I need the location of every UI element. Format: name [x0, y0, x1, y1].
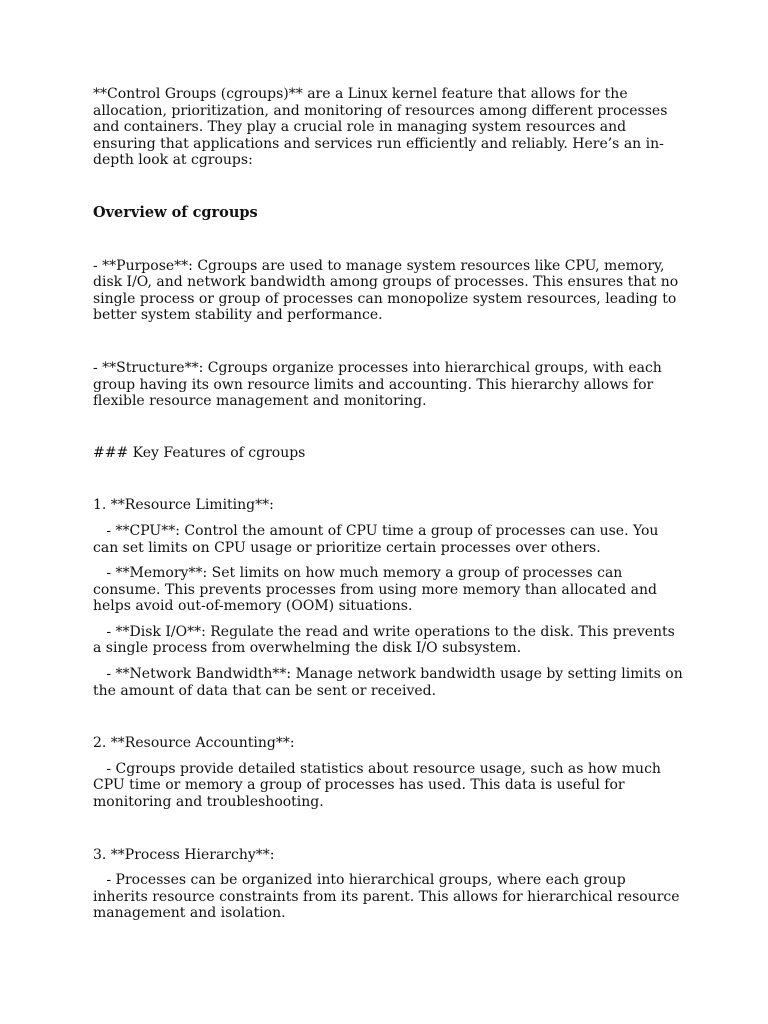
overview-heading: Overview of cgroups: [93, 203, 258, 221]
process-hierarchy-paragraph: - Processes can be organized into hierarchical groups, where each group inherits resource constraints from its parent. This allows for hierarchical resource management and isolation.: [93, 872, 684, 922]
intro-paragraph: **Control Groups (cgroups)** are a Linux kernel feature that allows for the allocation, prioritization, and monitoring of resources among different processes and containers. They play a crucial role in managing system resources and ensuring that applications and services run efficiently and reliably. Here’s an in-depth look at cgroups:: [93, 86, 668, 169]
key-features-heading: ### Key Features of cgroups: [93, 444, 306, 461]
network-bandwidth-paragraph: - **Network Bandwidth**: Manage network bandwidth usage by setting limits on the amount of data that can be sent or received.: [93, 666, 688, 699]
structure-paragraph: - **Structure**: Cgroups organize processes into hierarchical groups, with each group having its own resource limits and accounting. This hierarchy allows for flexible resource management and monitoring.: [93, 359, 662, 410]
cpu-paragraph: - **CPU**: Control the amount of CPU time a group of processes can use. You can set limits on CPU usage or prioritize certain processes over others.: [93, 522, 663, 556]
resource-accounting-paragraph: - Cgroups provide detailed statistics about resource usage, such as how much CPU time or memory a group of processes has used. This data is useful for monitoring and troubleshooting.: [93, 760, 666, 811]
document-page: [93, 86, 688, 922]
memory-paragraph: - **Memory**: Set limits on how much memory a group of processes can consume. This prevents processes from using more memory than allocated and helps avoid out-of-memory (OOM) situations.: [93, 565, 662, 615]
purpose-paragraph: - **Purpose**: Cgroups are used to manage system resources like CPU, memory, disk I/O, and network bandwidth among groups of processes. This ensures that no single process or group of processes can monopolize system resources, leading to better system stability and performance.: [93, 257, 679, 324]
resource-accounting-item: 2. **Resource Accounting**:: [93, 735, 295, 752]
resource-limiting-item: 1. **Resource Limiting**:: [93, 497, 274, 514]
disk-io-paragraph: - **Disk I/O**: Regulate the read and write operations to the disk. This prevents a single process from overwhelming the disk I/O subsystem.: [93, 623, 680, 657]
process-hierarchy-item: 3. **Process Hierarchy**:: [93, 846, 275, 863]
